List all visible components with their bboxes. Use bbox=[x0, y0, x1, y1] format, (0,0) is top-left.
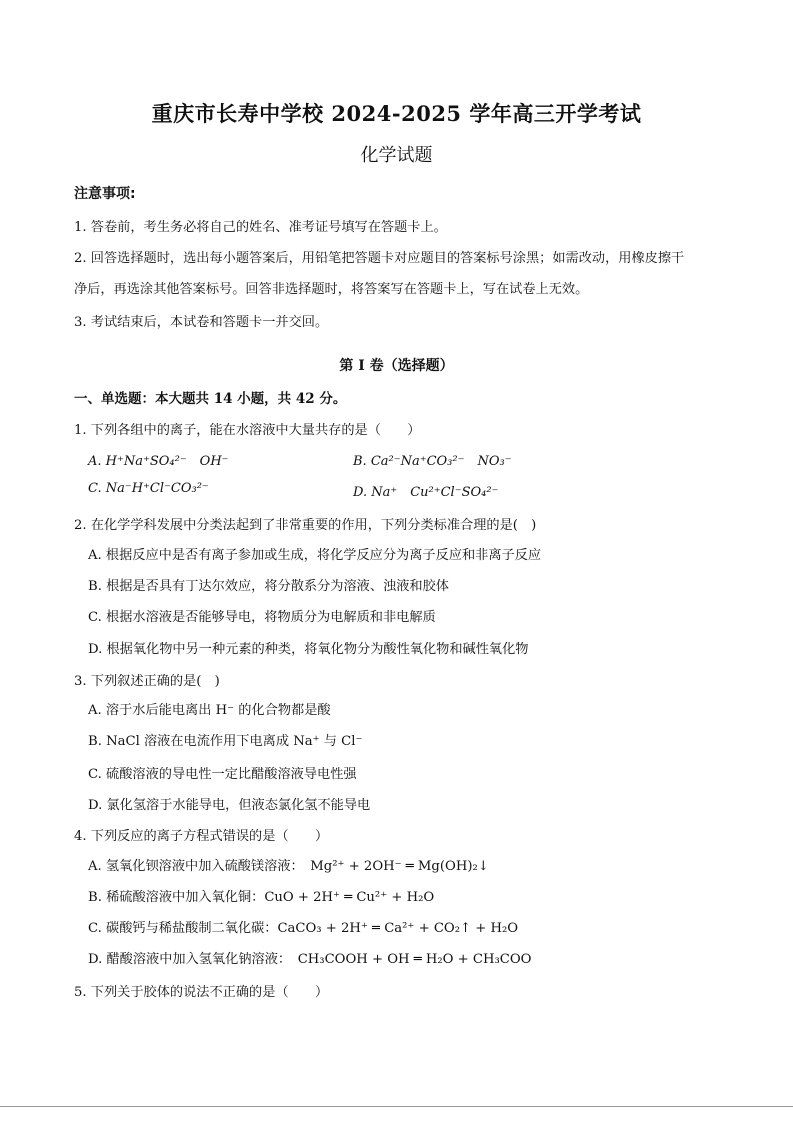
notice-heading: 注意事项: bbox=[74, 186, 136, 202]
section-title: 第 I 卷（选择题） bbox=[339, 358, 454, 374]
q3-option-b: B. NaCl 溶液在电流作用下电离成 Na⁺ 与 Cl⁻ bbox=[88, 734, 363, 749]
notice-item-1: 1. 答卷前，考生务必将自己的姓名、准考证号填写在答题卡上。 bbox=[74, 220, 447, 235]
q4-option-c: C. 碳酸钙与稀盐酸制二氧化碳：CaCO₃ + 2H⁺ ═ Ca²⁺ + CO₂↑ + H₂O bbox=[88, 921, 519, 936]
q2-option-c: C. 根据水溶液是否能够导电，将物质分为电解质和非电解质 bbox=[88, 610, 436, 625]
q4-option-a: A. 氢氧化钡溶液中加入硫酸镁溶液： Mg²⁺ + 2OH⁻ ═ Mg(OH)₂↓ bbox=[88, 859, 489, 874]
notice-item-2-cont: 净后，再选涂其他答案标号。回答非选择题时，将答案写在答题卡上，写在试卷上无效。 bbox=[74, 282, 589, 297]
page-bottom-rule bbox=[0, 1106, 793, 1107]
q3-stem: 3. 下列叙述正确的是( ) bbox=[74, 674, 220, 689]
q2-option-a: A. 根据反应中是否有离子参加或生成，将化学反应分为离子反应和非离子反应 bbox=[88, 548, 542, 563]
q4-option-d: D. 醋酸溶液中加入氢氧化钠溶液： CH₃COOH + OH ═ H₂O + CH₃COO bbox=[88, 952, 532, 967]
exam-title: 重庆市长寿中学校 2024-2025 学年高三开学考试 bbox=[151, 101, 642, 126]
q2-option-b: B. 根据是否具有丁达尔效应，将分散系分为溶液、浊液和胶体 bbox=[88, 579, 449, 594]
q1-option-c: C. Na⁻H⁺Cl⁻CO₃²⁻ bbox=[88, 481, 209, 496]
q3-option-c: C. 硫酸溶液的导电性一定比醋酸溶液导电性强 bbox=[88, 767, 357, 782]
exam-subtitle: 化学试题 bbox=[360, 145, 433, 166]
q1-option-a: A. H⁺Na⁺SO₄²⁻ OH⁻ bbox=[88, 454, 229, 469]
q4-option-b: B. 稀硫酸溶液中加入氧化铜：CuO + 2H⁺ ═ Cu²⁺ + H₂O bbox=[88, 890, 435, 905]
q1-stem: 1. 下列各组中的离子，能在水溶液中大量共存的是（ ） bbox=[74, 423, 421, 438]
q1-option-d: D. Na⁺ Cu²⁺Cl⁻SO₄²⁻ bbox=[353, 485, 499, 500]
q2-option-d: D. 根据氧化物中另一种元素的种类，将氧化物分为酸性氧化物和碱性氧化物 bbox=[88, 642, 529, 657]
q5-stem: 5. 下列关于胶体的说法不正确的是（ ） bbox=[74, 985, 329, 1000]
q2-stem: 2. 在化学学科发展中分类法起到了非常重要的作用，下列分类标准合理的是( ) bbox=[74, 518, 537, 533]
q3-option-d: D. 氯化氢溶于水能导电，但液态氯化氢不能导电 bbox=[88, 798, 371, 813]
q4-stem: 4. 下列反应的离子方程式错误的是（ ） bbox=[74, 829, 329, 844]
part-title: 一、单选题：本大题共 14 小题，共 42 分。 bbox=[74, 391, 347, 407]
notice-item-3: 3. 考试结束后，本试卷和答题卡一并交回。 bbox=[74, 315, 329, 330]
q3-option-a: A. 溶于水后能电离出 H⁻ 的化合物都是酸 bbox=[88, 703, 331, 718]
q1-option-b: B. Ca²⁻Na⁺CO₃²⁻ NO₃⁻ bbox=[353, 454, 512, 469]
notice-item-2: 2. 回答选择题时，选出每小题答案后，用铅笔把答题卡对应题目的答案标号涂黑；如需改动，用橡皮擦干 bbox=[74, 251, 685, 266]
